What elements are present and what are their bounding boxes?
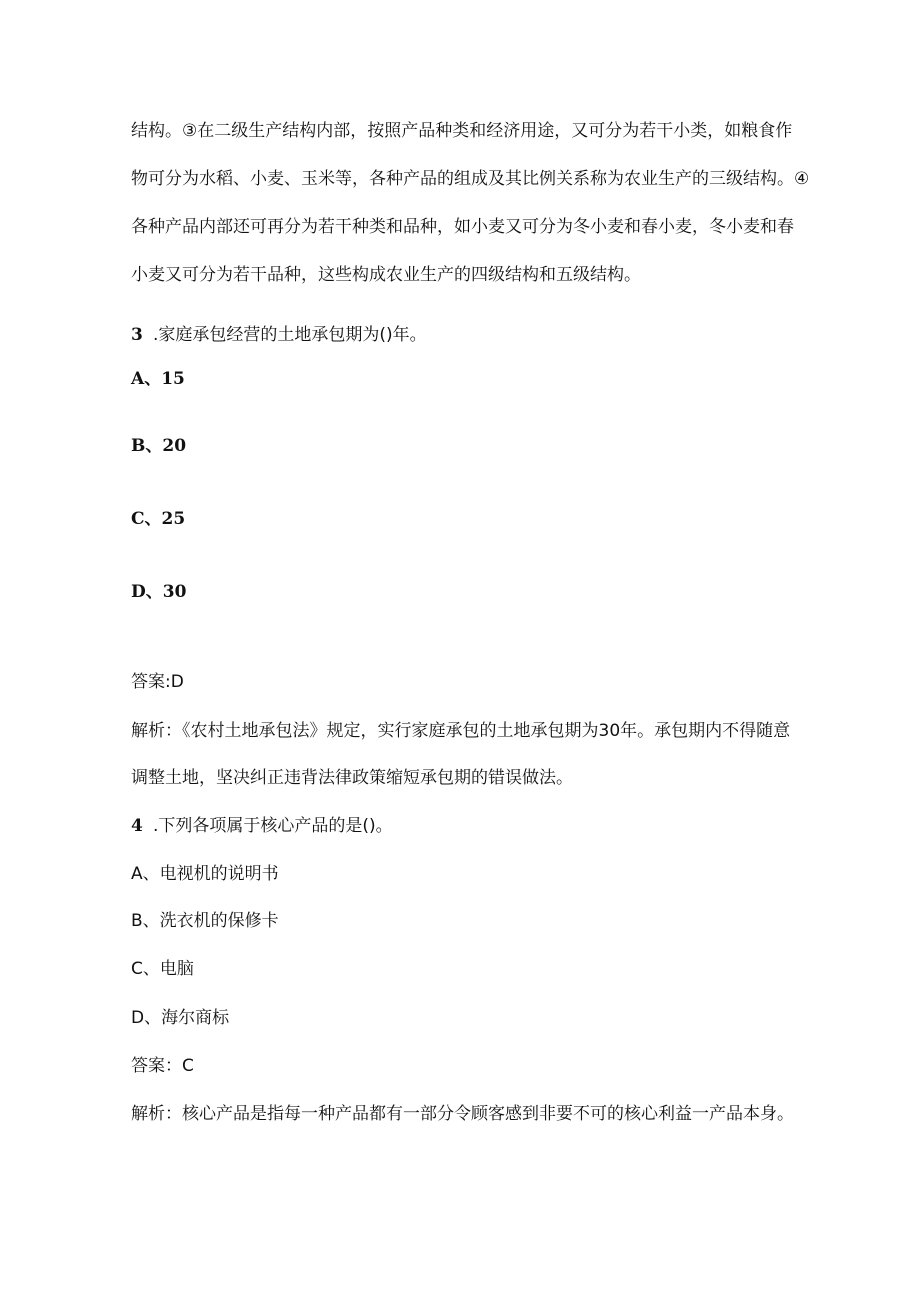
q4-answer: 答案：C [131,1056,194,1076]
q3-answer: 答案:D [131,672,184,692]
q4-option-a: A、电视机的说明书 [131,864,279,884]
q3-analysis-line-2: 调整土地，坚决纠正违背法律政策缩短承包期的错误做法。 [131,768,573,788]
q4-analysis: 解析：核心产品是指每一种产品都有一部分令顾客感到非要不可的核心利益一产品本身。 [131,1104,794,1124]
question-3-number: 3 [131,325,143,345]
q3-analysis-line-1: 解析：《农村土地承包法》规定，实行家庭承包的土地承包期为30年。承包期内不得随意 [131,721,791,741]
q3-option-d: D、30 [131,582,187,602]
q4-option-b: B、洗衣机的保修卡 [131,911,279,931]
para1-line-3: 各种产品内部还可再分为若干种类和品种，如小麦又可分为冬小麦和春小麦，冬小麦和春 [131,217,794,237]
question-3 [131,324,427,346]
q3-option-a: A、15 [131,369,185,389]
q4-option-d: D、海尔商标 [131,1008,230,1028]
para1-line-1: 结构。③在二级生产结构内部，按照产品种类和经济用途，又可分为若干小类，如粮食作 [131,121,793,141]
q3-option-c: C、25 [131,509,186,529]
para1-line-4: 小麦又可分为若干品种，这些构成农业生产的四级结构和五级结构。 [131,265,641,285]
question-4-number: 4 [131,816,143,836]
question-4-text: .下列各项属于核心产品的是()。 [153,816,393,836]
question-3-text: .家庭承包经营的土地承包期为()年。 [153,325,427,345]
q4-option-c: C、电脑 [131,959,194,979]
para1-line-2: 物可分为水稻、小麦、玉米等，各种产品的组成及其比例关系称为农业生产的三级结构。④ [131,169,810,189]
question-4 [131,815,393,837]
q3-option-b: B、20 [131,436,187,456]
